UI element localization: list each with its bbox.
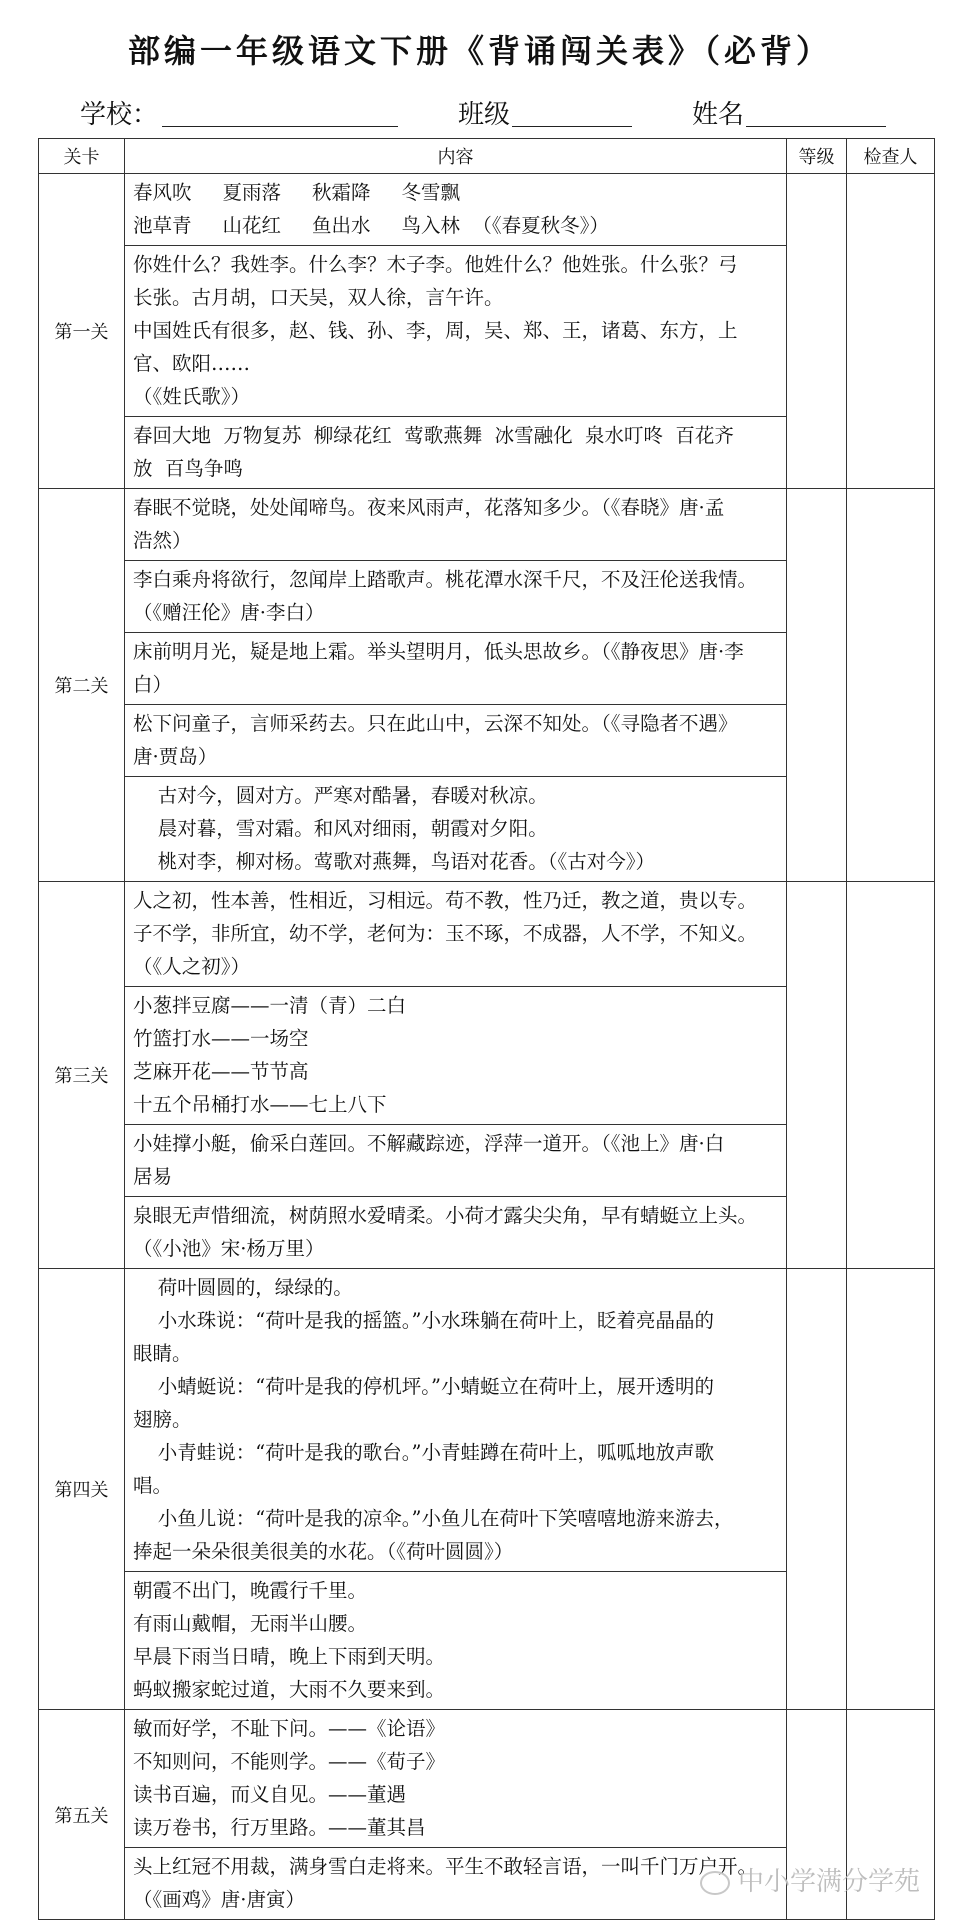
recitation-line: 小葱拌豆腐——一清（青）二白 — [133, 994, 407, 1017]
recitation-line: （《人之初》） — [133, 955, 251, 978]
recitation-line: 翅膀。 — [133, 1408, 192, 1431]
recitation-line: 床前明月光，疑是地上霜。举头望明月，低头思故乡。（《静夜思》唐·李 — [133, 640, 744, 663]
name-label: 姓名 — [692, 100, 745, 130]
recitation-line: 小水珠说：“荷叶是我的摇篮。”小水珠躺在荷叶上，眨着亮晶晶的 — [133, 1309, 714, 1332]
recitation-line: （《赠汪伦》唐·李白） — [133, 601, 325, 624]
recitation-line: 春风吹 夏雨落 秋霜降 冬雪飘 — [133, 181, 460, 204]
recitation-line: 有雨山戴帽，无雨半山腰。 — [133, 1612, 368, 1635]
checker-cell[interactable] — [847, 174, 935, 489]
level-name: 第五关 — [39, 1710, 125, 1920]
table-row — [39, 882, 935, 1269]
level-name: 第三关 — [39, 882, 125, 1269]
recitation-line: 小蜻蜓说：“荷叶是我的停机坪。”小蜻蜓立在荷叶上，展开透明的 — [133, 1375, 714, 1398]
recitation-line: 蚂蚁搬家蛇过道，大雨不久要来到。 — [133, 1678, 446, 1701]
recitation-line: （《姓氏歌》） — [133, 385, 251, 408]
school-label: 学校： — [80, 100, 159, 130]
recitation-line: 古对今，圆对方。严寒对酷暑，春暖对秋凉。 — [133, 784, 548, 807]
recitation-line: 李白乘舟将欲行，忽闻岸上踏歌声。桃花潭水深千尺，不及汪伦送我情。 — [133, 568, 758, 591]
recitation-item — [125, 174, 786, 245]
level-content — [125, 1269, 787, 1710]
recitation-line: 春回大地 万物复苏 柳绿花红 莺歌燕舞 冰雪融化 泉水叮咚 百花齐 — [133, 424, 734, 447]
grade-cell[interactable] — [787, 882, 847, 1269]
recitation-item — [125, 632, 786, 704]
recitation-line: 松下问童子，言师采药去。只在此山中，云深不知处。（《寻隐者不遇》 — [133, 712, 738, 735]
recitation-line: 捧起一朵朵很美很美的水花。（《荷叶圆圆》） — [133, 1540, 514, 1563]
grade-cell[interactable] — [787, 174, 847, 489]
table-row — [39, 489, 935, 882]
recitation-item — [125, 776, 786, 881]
recitation-item — [125, 1124, 786, 1196]
recitation-line: 你姓什么？我姓李。什么李？木子李。他姓什么？他姓张。什么张？弓 — [133, 253, 738, 276]
recitation-line: 小鱼儿说：“荷叶是我的凉伞。”小鱼儿在荷叶下笑嘻嘻地游来游去， — [133, 1507, 734, 1530]
recitation-item — [125, 416, 786, 488]
class-input-line[interactable] — [512, 126, 632, 127]
recitation-item — [125, 245, 786, 416]
recitation-line: 小青蛙说：“荷叶是我的歌台。”小青蛙蹲在荷叶上，呱呱地放声歌 — [133, 1441, 714, 1464]
checker-cell[interactable] — [847, 882, 935, 1269]
level-content — [125, 1710, 787, 1920]
recitation-line: 荷叶圆圆的，绿绿的。 — [133, 1276, 353, 1299]
recitation-item — [125, 986, 786, 1124]
recitation-item — [125, 489, 786, 560]
wechat-icon — [700, 1871, 730, 1895]
recitation-line: （《画鸡》唐·唐寅） — [133, 1888, 305, 1911]
class-label: 班级 — [458, 100, 511, 130]
table-row — [39, 1269, 935, 1710]
recitation-item — [125, 882, 786, 986]
watermark-text: 中小学满分学苑 — [737, 1867, 920, 1897]
recitation-line: 桃对李，柳对杨。莺歌对燕舞，鸟语对花香。（《古对今》） — [133, 850, 656, 873]
recitation-line: 泉眼无声惜细流，树荫照水爱晴柔。小荷才露尖尖角，早有蜻蜓立上头。 — [133, 1204, 758, 1227]
recitation-line: 唐·贾岛） — [133, 745, 218, 768]
recitation-line: 朝霞不出门，晚霞行千里。 — [133, 1579, 368, 1602]
column-header-grade: 等级 — [787, 139, 847, 174]
recitation-line: 芝麻开花——节节高 — [133, 1060, 309, 1083]
recitation-line: 居易 — [133, 1165, 173, 1188]
recitation-line: 长张。古月胡，口天吴，双人徐，言午许。 — [133, 286, 504, 309]
level-name: 第一关 — [39, 174, 125, 489]
grade-cell[interactable] — [787, 489, 847, 882]
recitation-line: 读万卷书，行万里路。——董其昌 — [133, 1816, 426, 1839]
name-input-line[interactable] — [746, 126, 886, 127]
recitation-line: 官、欧阳…… — [133, 352, 251, 375]
recitation-line: 头上红冠不用裁，满身雪白走将来。平生不敢轻言语，一叫千门万户开。 — [133, 1855, 758, 1878]
column-header-content: 内容 — [125, 139, 787, 174]
recitation-item — [125, 1196, 786, 1268]
recitation-line: 早晨下雨当日晴，晚上下雨到天明。 — [133, 1645, 446, 1668]
recitation-item — [125, 1710, 786, 1847]
checker-cell[interactable] — [847, 1269, 935, 1710]
recitation-line: 白） — [133, 673, 173, 696]
recitation-line: 池草青 山花红 鱼出水 鸟入林 （《春夏秋冬》） — [133, 214, 609, 237]
level-content — [125, 489, 787, 882]
recitation-line: 放 百鸟争鸣 — [133, 457, 243, 480]
column-header-level: 关卡 — [39, 139, 125, 174]
recitation-line: 春眠不觉晓，处处闻啼鸟。夜来风雨声，花落知多少。（《春晓》唐·孟 — [133, 496, 725, 519]
recitation-line: 浩然） — [133, 529, 192, 552]
recitation-item — [125, 1847, 786, 1919]
recitation-item — [125, 1269, 786, 1571]
recitation-item — [125, 1571, 786, 1709]
recitation-line: 晨对暮，雪对霜。和风对细雨，朝霞对夕阳。 — [133, 817, 548, 840]
table-row — [39, 174, 935, 489]
grade-cell[interactable] — [787, 1269, 847, 1710]
recitation-line: （《小池》宋·杨万里） — [133, 1237, 325, 1260]
level-name: 第四关 — [39, 1269, 125, 1710]
level-content — [125, 174, 787, 489]
recitation-line: 不知则问，不能则学。——《荀子》 — [133, 1750, 446, 1773]
recitation-line: 读书百遍，而义自见。——董遇 — [133, 1783, 407, 1806]
checker-cell[interactable] — [847, 489, 935, 882]
school-input-line[interactable] — [162, 126, 398, 127]
recitation-line: 唱。 — [133, 1474, 173, 1497]
student-info-fields — [80, 94, 900, 134]
recitation-line: 人之初，性本善，性相近，习相远。苟不教，性乃迁，教之道，贵以专。 — [133, 889, 758, 912]
watermark — [700, 1861, 920, 1898]
recitation-line: 竹篮打水——一场空 — [133, 1027, 309, 1050]
column-header-checker: 检查人 — [847, 139, 935, 174]
recitation-item — [125, 704, 786, 776]
recitation-line: 敏而好学，不耻下问。——《论语》 — [133, 1717, 446, 1740]
level-content — [125, 882, 787, 1269]
page-title: 部编一年级语文下册《背诵闯关表》（必背） — [127, 32, 832, 70]
level-name: 第二关 — [39, 489, 125, 882]
recitation-line: 小娃撑小艇，偷采白莲回。不解藏踪迹，浮萍一道开。（《池上》唐·白 — [133, 1132, 725, 1155]
recitation-table — [38, 138, 935, 1920]
recitation-line: 子不学，非所宜，幼不学，老何为：玉不琢，不成器，人不学，不知义。 — [133, 922, 758, 945]
recitation-line: 十五个吊桶打水——七上八下 — [133, 1093, 387, 1116]
table-header-row — [39, 139, 935, 174]
recitation-line: 眼睛。 — [133, 1342, 192, 1365]
recitation-item — [125, 560, 786, 632]
recitation-line: 中国姓氏有很多，赵、钱、孙、李，周，吴、郑、王，诸葛、东方，上 — [133, 319, 738, 342]
